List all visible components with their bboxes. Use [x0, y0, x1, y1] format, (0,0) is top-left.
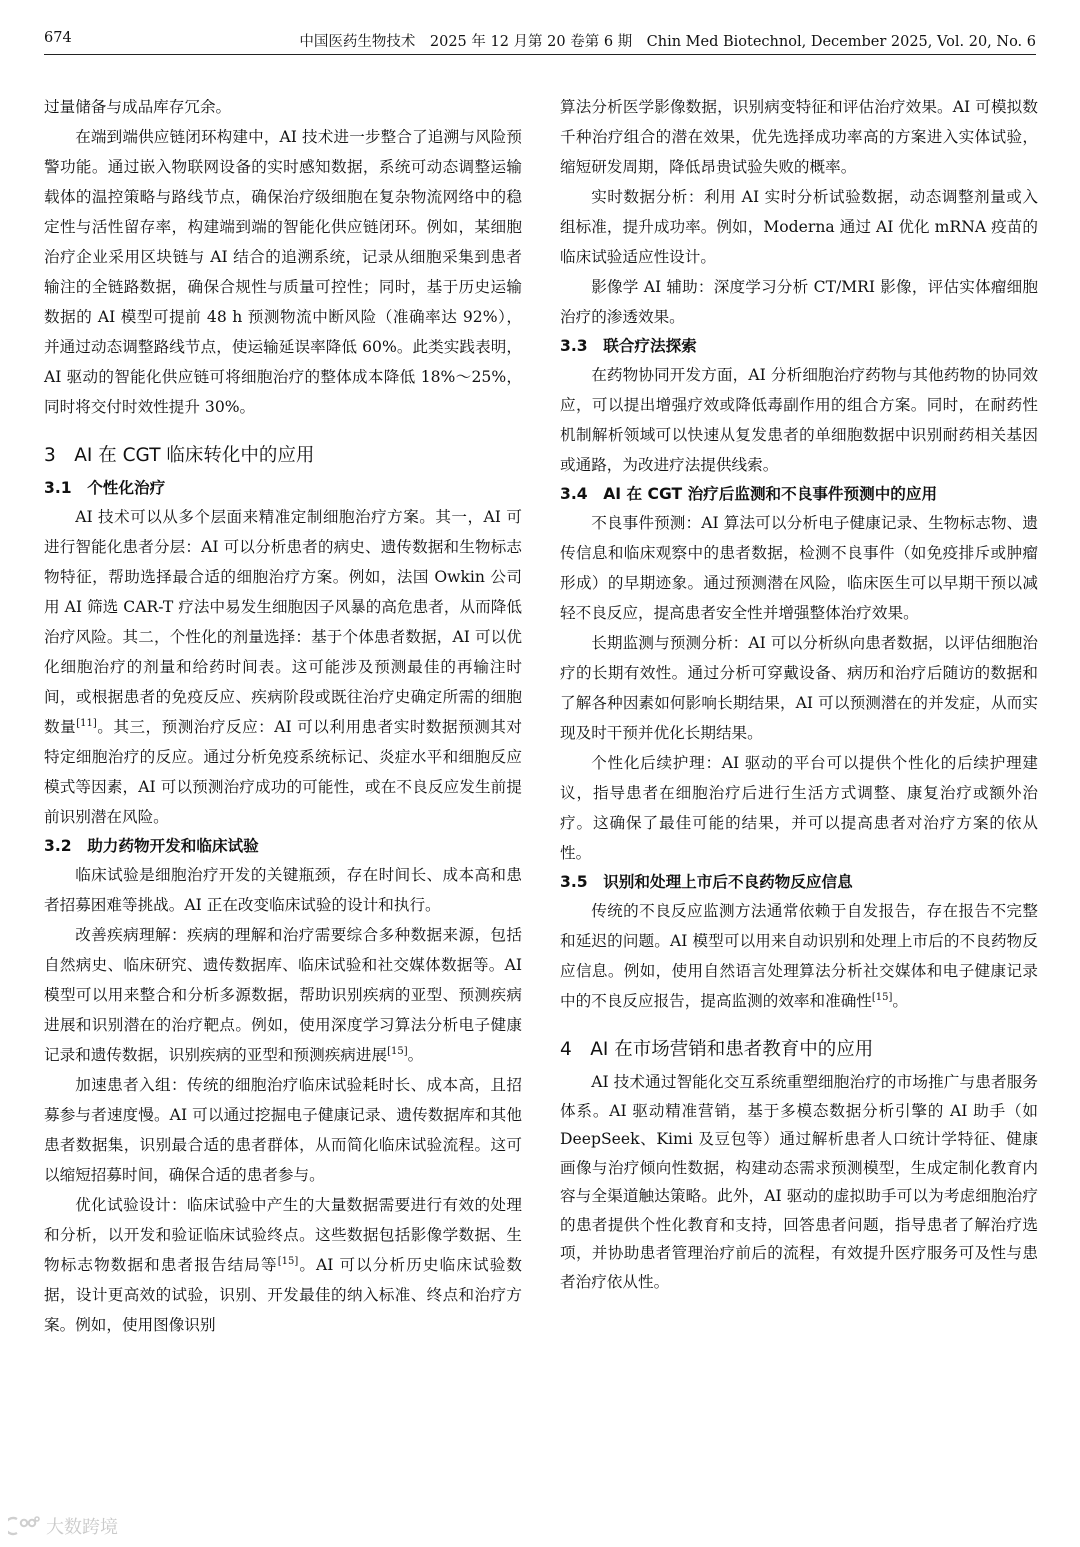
paragraph: 不良事件预测：AI 算法可以分析电子健康记录、生物标志物、遗传信息和临床观察中的患者数据，检测不良事件（如免疫排斥或肿瘤形成）的早期迹象。通过预测潜在风险，临床医生可以早期干预以减轻不良反应，提高患者安全性并增强整体治疗效果。: [560, 514, 1038, 622]
paragraph: [44, 1190, 522, 1340]
section-heading: 3 AI 在 CGT 临床转化中的应用: [44, 445, 315, 466]
text-run: 传统的不良反应监测方法通常依赖于自发报告，存在报告不完整和延迟的问题。AI 模型可以用来自动识别和处理上市后的不良药物反应信息。例如，使用自然语言处理算法分析社交媒体和电子健康记录中的不良反应报告，提高监测的效率和准确性: [560, 902, 1038, 1010]
text-run: 。: [892, 992, 909, 1010]
watermark-logo-icon: [8, 1515, 42, 1537]
citation: [15]: [277, 1256, 299, 1267]
subsection-heading: 3.5 识别和处理上市后不良药物反应信息: [560, 873, 853, 891]
paragraph: 过量储备与成品库存冗余。: [44, 98, 232, 116]
text-run: 改善疾病理解：疾病的理解和治疗需要综合多种数据来源，包括自然病史、临床研究、遗传数据库、临床试验和社交媒体数据等。AI 模型可以用来整合和分析多源数据，帮助识别疾病的亚型、预测疾病进展和识别潜在的治疗靶点。例如，使用深度学习算法分析电子健康记录和遗传数据，识别疾病的亚型和预测疾病进展: [44, 926, 522, 1064]
paragraph: 临床试验是细胞治疗开发的关键瓶颈，存在时间长、成本高和患者招募困难等挑战。AI 正在改变临床试验的设计和执行。: [44, 866, 522, 914]
subsection-heading: 3.4 AI 在 CGT 治疗后监测和不良事件预测中的应用: [560, 485, 938, 503]
citation: [11]: [76, 718, 97, 729]
subsection-heading: 3.3 联合疗法探索: [560, 337, 697, 355]
subsection-heading: 3.2 助力药物开发和临床试验: [44, 837, 259, 855]
text-run: 。其三，预测治疗反应：AI 可以利用患者实时数据预测其对特定细胞治疗的反应。通过分析免疫系统标记、炎症水平和细胞反应模式等因素，AI 可以预测治疗成功的可能性，或在不良反应发生前提前识别潜在风险。: [44, 718, 522, 826]
paragraph: [560, 896, 1038, 1016]
running-header: [44, 28, 1036, 52]
paragraph: AI 技术通过智能化交互系统重塑细胞治疗的市场推广与患者服务体系。AI 驱动精准营销，基于多模态数据分析引擎的 AI 助手（如 DeepSeek、Kimi 及豆包等）通过解析患者人口统计学特征、健康画像与治疗倾向性数据，构建动态需求预测模型，生成定制化教育内容与全渠道触达策略。此外，AI 驱动的虚拟助手可以为考虑细胞治疗的患者提供个性化教育和支持，回答患者问题，指导患者了解治疗选项，并协助患者管理治疗前后的流程，有效提升医疗服务可及性与患者治疗依从性。: [560, 1073, 1038, 1291]
watermark-text: 大数跨境: [46, 1517, 118, 1538]
citation: [15]: [387, 1046, 408, 1057]
paragraph: 加速患者入组：传统的细胞治疗临床试验耗时长、成本高，且招募参与者速度慢。AI 可以通过挖掘电子健康记录、遗传数据库和其他患者数据集，识别最合适的患者群体，从而简化临床试验流程。这可以缩短招募时间，确保合适的患者参与。: [44, 1076, 522, 1184]
paragraph: 影像学 AI 辅助：深度学习分析 CT/MRI 影像，评估实体瘤细胞治疗的渗透效果。: [560, 278, 1038, 326]
subsection-heading: 3.1 个性化治疗: [44, 479, 166, 497]
text-run: 。AI 可以分析历史临床试验数据，设计更高效的试验，识别、开发最佳的纳入标准、终点和治疗方案。例如，使用图像识别: [44, 1256, 522, 1334]
page-number: 674: [44, 30, 72, 46]
left-column: [44, 92, 522, 1340]
text-run: 优化试验设计：临床试验中产生的大量数据需要进行有效的处理和分析，以开发和验证临床试验终点。这些数据包括影像学数据、生物标志物数据和患者报告结局等: [44, 1196, 522, 1274]
paragraph: 算法分析医学影像数据，识别病变特征和评估治疗效果。AI 可模拟数千种治疗组合的潜在效果，优先选择成功率高的方案进入实体试验，缩短研发周期，降低昂贵试验失败的概率。: [560, 98, 1038, 176]
paragraph: [44, 502, 522, 832]
section-heading: 4 AI 在市场营销和患者教育中的应用: [560, 1039, 874, 1060]
paragraph: 在药物协同开发方面，AI 分析细胞治疗药物与其他药物的协同效应，可以提出增强疗效或降低毒副作用的组合方案。同时，在耐药性机制解析领域可以快速从复发患者的单细胞数据中识别耐药相关基因或通路，为改进疗法提供线索。: [560, 366, 1038, 474]
header-rule: [44, 54, 1036, 55]
paragraph: 个性化后续护理：AI 驱动的平台可以提供个性化的后续护理建议，指导患者在细胞治疗后进行生活方式调整、康复治疗或额外治疗。这确保了最佳可能的结果，并可以提高患者对治疗方案的依从性。: [560, 754, 1038, 862]
watermark: [8, 1513, 118, 1539]
journal-info: 中国医药生物技术 2025 年 12 月第 20 卷第 6 期 Chin Med Biotechnol, December 2025, Vol. 20, No. 6: [299, 34, 1036, 50]
citation: [15]: [871, 992, 893, 1003]
right-column: [560, 92, 1038, 1296]
text-run: AI 技术可以从多个层面来精准定制细胞治疗方案。其一，AI 可进行智能化患者分层：AI 可以分析患者的病史、遗传数据和生物标志物特征，帮助选择最合适的细胞治疗方案。例如，法国 Owkin 公司用 AI 筛选 CAR-T 疗法中易发生细胞因子风暴的高危患者，从而降低治疗风险。其二，个性化的剂量选择：基于个体患者数据，AI 可以优化细胞治疗的剂量和给药时间表。这可能涉及预测最佳的再输注时间，或根据患者的免疫反应、疾病阶段或既往治疗史确定所需的细胞数量: [44, 508, 522, 736]
paragraph: 长期监测与预测分析：AI 可以分析纵向患者数据，以评估细胞治疗的长期有效性。通过分析可穿戴设备、病历和治疗后随访的数据和了解各种因素如何影响长期结果，AI 可以预测潜在的并发症，从而实现及时干预并优化长期结果。: [560, 634, 1038, 742]
paragraph: 在端到端供应链闭环构建中，AI 技术进一步整合了追溯与风险预警功能。通过嵌入物联网设备的实时感知数据，系统可动态调整运输载体的温控策略与路线节点，确保治疗级细胞在复杂物流网络中的稳定性与活性留存率，构建端到端的智能化供应链闭环。例如，某细胞治疗企业采用区块链与 AI 结合的追溯系统，记录从细胞采集到患者输注的全链路数据，确保合规性与质量可控性；同时，基于历史运输数据的 AI 模型可提前 48 h 预测物流中断风险（准确率达 92%），并通过动态调整路线节点，使运输延误率降低 60%。此类实践表明，AI 驱动的智能化供应链可将细胞治疗的整体成本降低 18%～25%，同时将交付时效性提升 30%。: [44, 128, 522, 416]
paragraph: [44, 920, 522, 1070]
paragraph: 实时数据分析：利用 AI 实时分析试验数据，动态调整剂量或入组标准，提升成功率。例如，Moderna 通过 AI 优化 mRNA 疫苗的临床试验适应性设计。: [560, 188, 1038, 266]
text-run: 。: [407, 1046, 424, 1064]
